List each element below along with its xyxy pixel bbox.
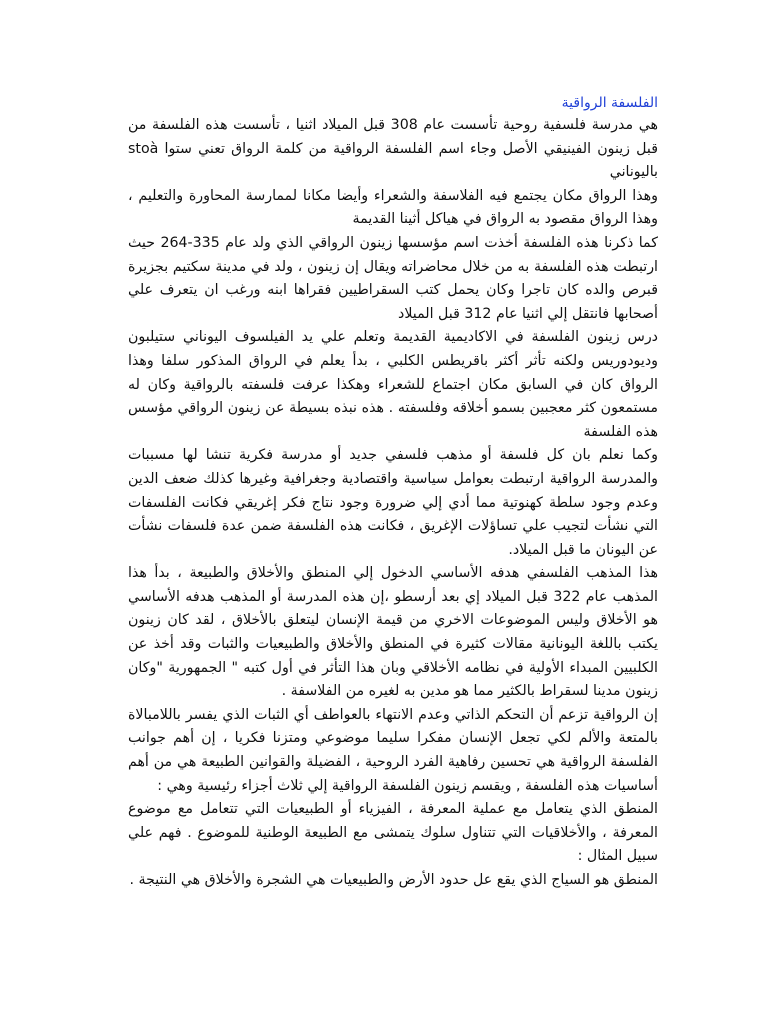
paragraph-4: درس زينون الفلسفة في الاكاديمية القديمة وتعلم علي يد الفيلسوف اليوناني ستيلبون وديودوريس ولكنه تأثر أكثر باقريطس الكلبي ، بدأ يعلم في الرواق المذكور سلفا وهذا الرواق كان في السابق مكان اجتماع للشعراء وهكذا عرفت فلسفته بالرواقية وكان له مستمعون كثر معجبين بسمو أخلاقه وفلسفته . هذه نبذه بسيطة عن زينون الرواقي مؤسس هذه الفلسفة <box>128 329 658 440</box>
paragraph-2: وهذا الرواق مكان يجتمع فيه الفلاسفة والشعراء وأيضا مكانا لممارسة المحاورة والتعليم ، وهذا الرواق مقصود به الرواق في هياكل أثينا القديمة <box>128 187 658 228</box>
paragraph-9: المنطق هو السياج الذي يقع عل حدود الأرض والطبيعيات هي الشجرة والأخلاق هي النتيجة . <box>129 872 658 888</box>
document-title: الفلسفة الرواقية <box>561 95 658 111</box>
paragraph-8: المنطق الذي يتعامل مع عملية المعرفة ، الفيزياء أو الطبيعيات التي تتعامل مع موضوع المعرفة ، والأخلاقيات التي تتناول سلوك يتمشى مع الطبيعة الوطنية للموضوع . فهم علي سبيل المثال : <box>128 801 658 865</box>
paragraph-7: إن الرواقية تزعم أن التحكم الذاتي وعدم الانتهاء بالعواطف أي الثبات الذي يفسر باللامبالاة بالمتعة والألم لكي تجعل الإنسان مفكرا سليما موضوعي ومتزنا فكريا ، إن أهم جوانب الفلسفة الرواقية هي تحسين رفاهية الفرد الروحية ، الفضيلة والقوانين الطبيعة هي من أهم أساسيات هذه الفلسفة , ويقسم زينون الفلسفة الرواقية إلي ثلاث أجزاء رئيسية وهي : <box>128 706 658 794</box>
paragraph-5: وكما نعلم بان كل فلسفة أو مذهب فلسفي جديد أو مدرسة فكرية تنشا لها مسببات والمدرسة الرواقية ارتبطت بعوامل سياسية واقتصادية وجغرافية وغيرها كذلك ضعف الدين وعدم وجود سلطة كهنوتية مما أدي إلي ضرورة وجود نتاج فكر إغريقي فكانت الفلسفات التي نشأت لتجيب علي تساؤلات الإغريق ، فكانت هذه الفلسفة ضمن عدة فلسفات نشأت عن اليونان ما قبل الميلاد. <box>128 447 658 558</box>
paragraph-3: كما ذكرنا هذه الفلسفة أخذت اسم مؤسسها زينون الرواقي الذي ولد عام 335-264 حيث ارتبطت هذه الفلسفة به من خلال محاضراته ويقال إن زينون ، ولد في مدينة سكتيم بجزيرة قبرص والده كان تاجرا وكان يحمل كتب السقراطيين فقراها ابنه ورغب ان يتعرف علي أصحابها فانتقل إلي اثنيا عام 312 قبل الميلاد <box>128 234 658 322</box>
paragraph-1: هي مدرسة فلسفية روحية تأسست عام 308 قبل الميلاد اثنيا ، تأسست هذه الفلسفة من قبل زينون الفينيقي الأصل وجاء اسم الفلسفة الرواقية من كلمة الرواق تعني ستوا stoà باليوناني <box>128 117 659 181</box>
paragraph-6: هذا المذهب الفلسفي هدفه الأساسي الدخول إلي المنطق والأخلاق والطبيعة ، بدأ هذا المذهب عام 322 قبل الميلاد إي بعد أرسطو ،إن هذه المدرسة أو المذهب هدفه الأساسي هو الأخلاق وليس الموضوعات الاخري من قيمة الإنسان ليتعلق بالأخلاق ، لقد كان زينون يكتب باللغة اليونانية مقالات كثيرة في المنطق والأخلاق والطبيعيات والثبات وقد أخذ عن الكلبيين المبداء الأولية في نظامه الأخلاقي وبان هذا التأثر في أول كتبه " الجمهورية "وكان زينون مدينا لسقراط بالكثير مما هو مدين به لغيره من الفلاسفة . <box>128 565 658 700</box>
document-page <box>0 92 768 893</box>
